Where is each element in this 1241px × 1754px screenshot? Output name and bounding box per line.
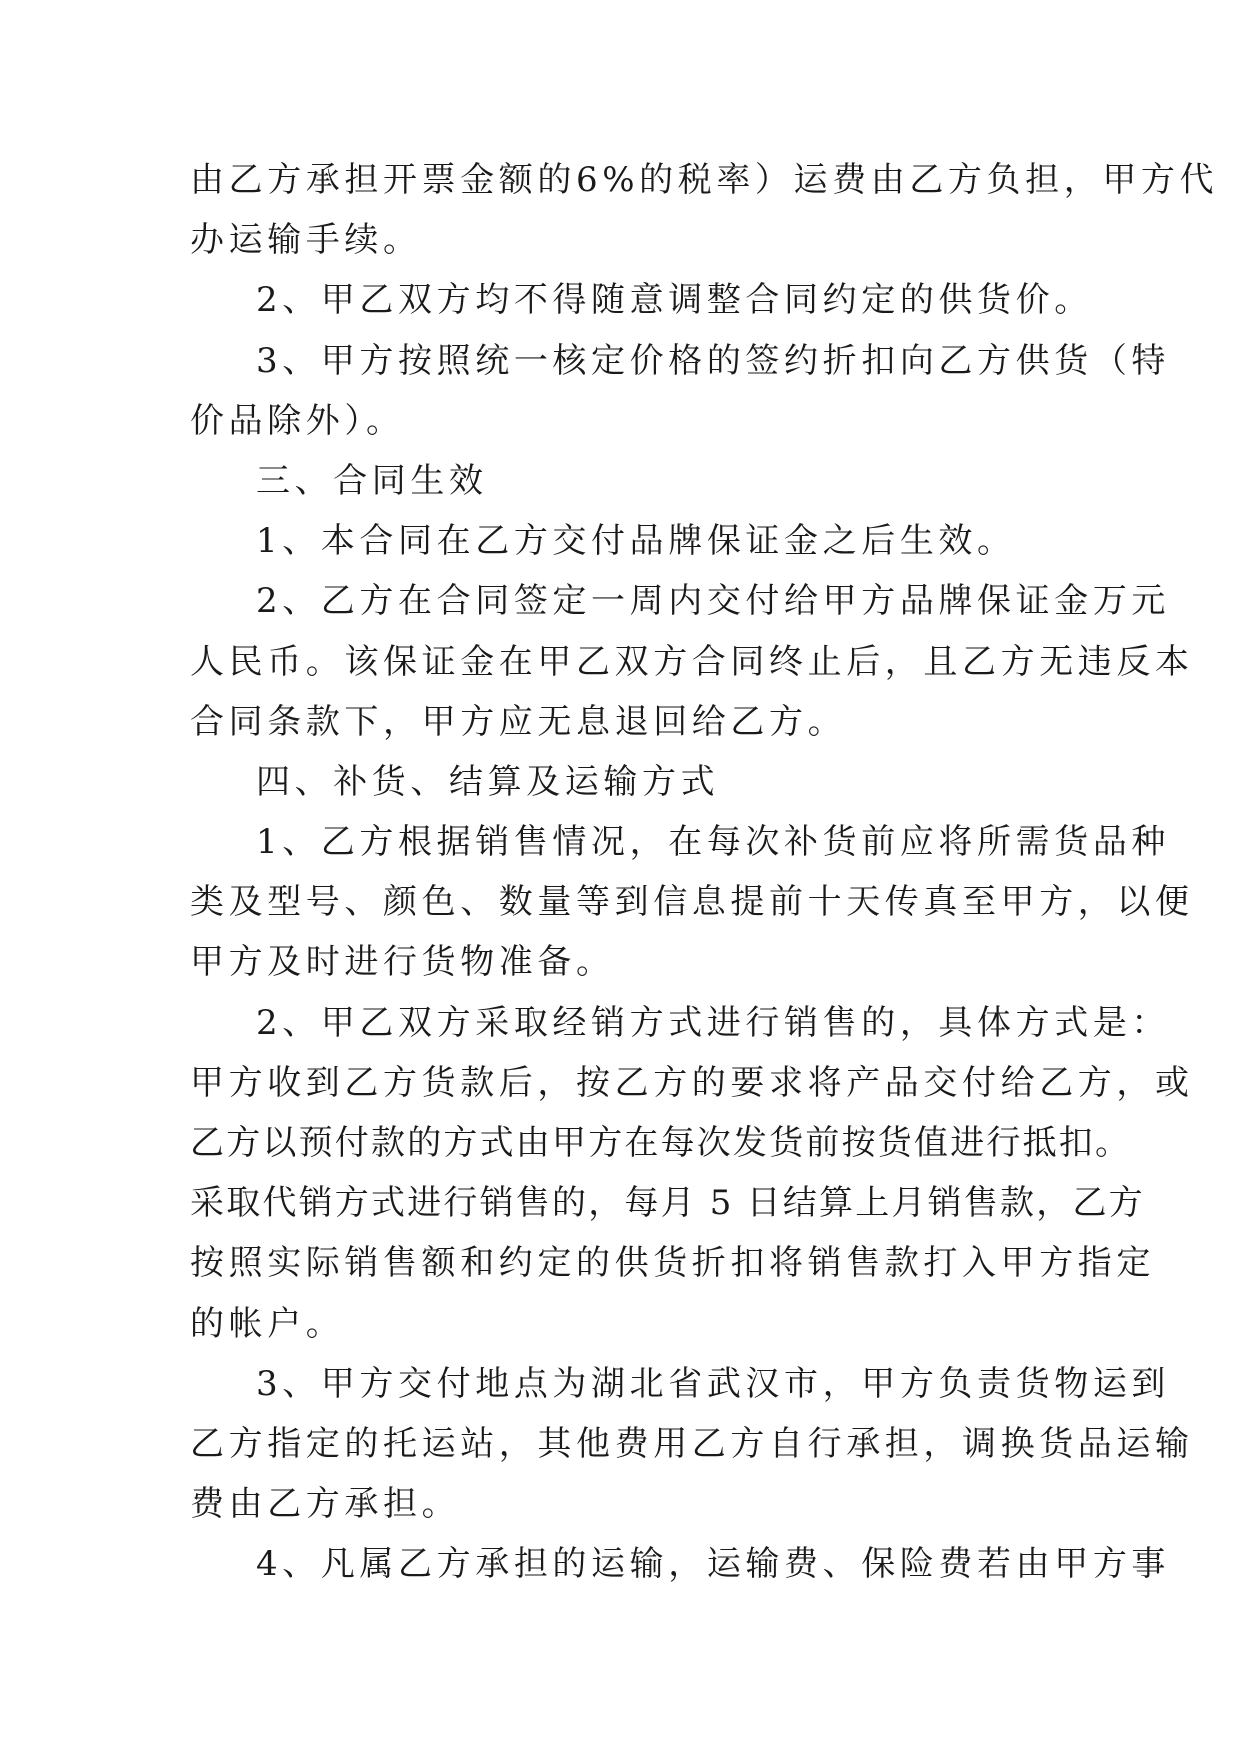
text-line: 费由乙方承担。 [190, 1484, 461, 1525]
text-line: 采取代销方式进行销售的，每月 5 日结算上月销售款，乙方 [190, 1183, 1145, 1224]
text-line: 2、乙方在合同签定一周内交付给甲方品牌保证金万元 [256, 581, 1171, 622]
text-line: 由乙方承担开票金额的6%的税率）运费由乙方负担，甲方代 [190, 160, 1219, 200]
text-line: 4、凡属乙方承担的运输，运输费、保险费若由甲方事 [256, 1544, 1171, 1585]
text-line: 3、甲方按照统一核定价格的签约折扣向乙方供货（特 [256, 340, 1171, 381]
text-line: 人民币。该保证金在甲乙双方合同终止后，且乙方无违反本 [190, 641, 1194, 682]
text-line: 类及型号、颜色、数量等到信息提前十天传真至甲方，以便 [190, 882, 1194, 923]
text-line: 乙方指定的托运站，其他费用乙方自行承担，调换货品运输 [190, 1423, 1194, 1464]
text-line: 价品除外）。 [190, 400, 405, 441]
text-line: 甲方收到乙方货款后，按乙方的要求将产品交付给乙方，或 [190, 1062, 1194, 1103]
section-heading: 四、补货、结算及运输方式 [256, 761, 720, 802]
text-line: 的帐户。 [190, 1303, 345, 1344]
text-line: 甲方及时进行货物准备。 [190, 942, 615, 983]
text-line: 2、甲乙双方采取经销方式进行销售的，具体方式是： [256, 1002, 1171, 1043]
text-line: 合同条款下，甲方应无息退回给乙方。 [190, 701, 847, 742]
text-line: 办运输手续。 [190, 220, 422, 261]
section-heading: 三、合同生效 [256, 460, 488, 501]
text-line: 1、乙方根据销售情况，在每次补货前应将所需货品种 [256, 822, 1171, 863]
text-line: 乙方以预付款的方式由甲方在每次发货前按货值进行抵扣。 [190, 1123, 1132, 1163]
document-page [190, 150, 1219, 1595]
text-line: 3、甲方交付地点为湖北省武汉市，甲方负责货物运到 [256, 1363, 1171, 1404]
text-line: 1、本合同在乙方交付品牌保证金之后生效。 [256, 521, 1016, 562]
text-line: 按照实际销售额和约定的供货折扣将销售款打入甲方指定 [190, 1243, 1155, 1284]
text-line: 2、甲乙双方均不得随意调整合同约定的供货价。 [256, 280, 1093, 321]
